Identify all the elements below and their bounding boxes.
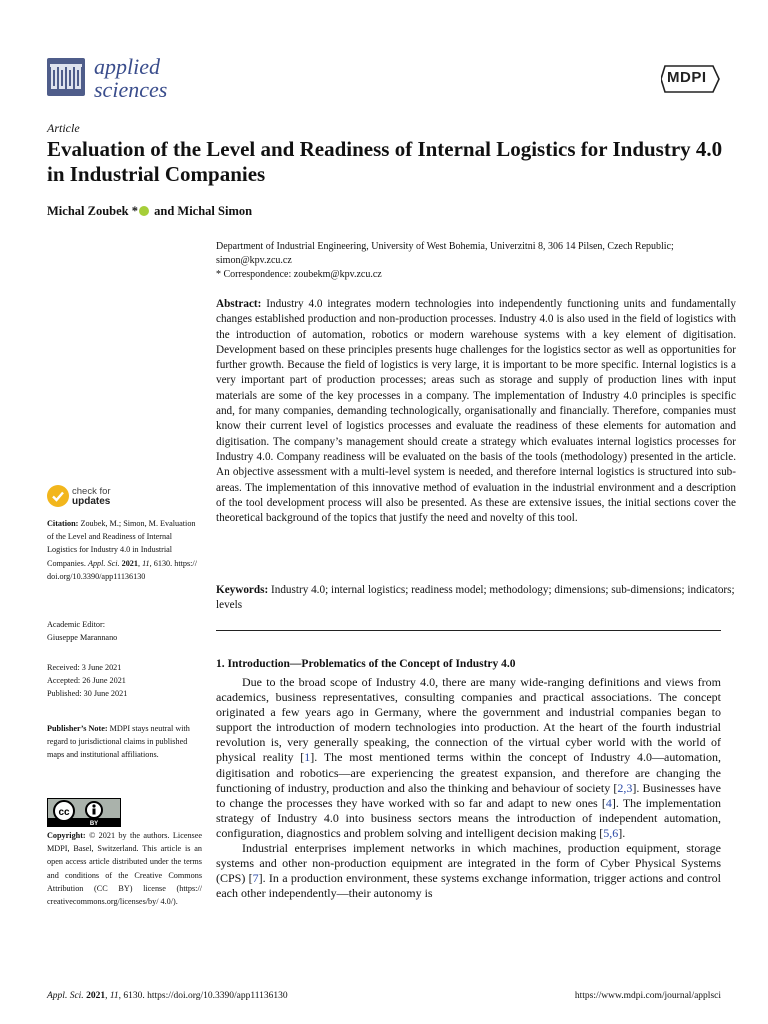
publisher-logo (661, 64, 721, 94)
paragraph-1 (216, 675, 721, 841)
citation-journal: Appl. Sci. (87, 558, 120, 568)
dates (47, 661, 202, 701)
received-date: Received: 3 June 2021 (47, 663, 122, 672)
text-run: ]. In a production environment, these systems exchange information, trigger actions and control each other independently—their autonomy is (216, 871, 722, 901)
text-run: ]. Businesses have to change the processes they have worked with so far and adapt to new ones [ (216, 780, 721, 810)
text-run: ]. The most mentioned terms within the concept of Industry 4.0—automation, digitisation and robotics—are experiencing the greatest expansion, and therefore are changing the functioning of industry, production and also the thinking and behaviour of society [ (216, 750, 721, 795)
divider (216, 630, 721, 631)
affiliation-email[interactable]: simon@kpv.zcu.cz (216, 255, 292, 266)
citation-year: 2021 (121, 558, 138, 568)
abstract-label: Abstract: (216, 298, 262, 310)
reference-link[interactable]: 7 (252, 871, 259, 886)
check-updates-icon (47, 485, 69, 507)
accepted-date: Accepted: 26 June 2021 (47, 676, 126, 686)
text-run: Industrial enterprises implement networks in which machines, production equipment, storage systems and other non-production equipment are integrated in the form of Cyber Physical Systems (CPS) [ (216, 841, 721, 886)
footer-year: 2021 (86, 991, 106, 1001)
journal-name-line1: applied (94, 54, 160, 79)
citation-text: Zoubek, M.; Simon, M. Evaluation of the Level and Readiness of Internal Logistics for Industry 4.0 in Industrial Companies. (47, 519, 196, 568)
footer-journal: Appl. Sci. (47, 991, 84, 1001)
author-connector: and (154, 204, 175, 218)
citation: Citation: Zoubek, M.; Simon, M. Evaluation of the Level and Readiness of Internal Logistics for Industry 4.0 in Industrial Companies. Appl. Sci. 2021, 11, 6130. https:// doi.org/10.3390/app11136130 (47, 519, 197, 581)
article-title: Evaluation of the Level and Readiness of Internal Logistics for Industry 4.0 in Industrial Companies (47, 137, 723, 186)
reference-link[interactable]: 5,6 (603, 825, 619, 840)
text-run: Due to the broad scope of Industry 4.0, there are many wide-ranging definitions and views from academics, business representatives, consulting companies and practical associations. The concept originated a few years ago in Germany, where the government and industrial companies began to support the introduction of modern technologies into production. At the heart of the fourth industrial revolution is, very generally speaking, the connection of the virtual cyber world with the world of physical reality [ (216, 675, 721, 765)
reference-link[interactable]: 1 (304, 750, 311, 765)
copyright-label: Copyright: (47, 831, 86, 840)
citation-volume: 11 (142, 558, 150, 568)
journal-logo-icon (47, 58, 85, 96)
article-type: Article (47, 121, 80, 135)
text-run: ]. (618, 825, 626, 840)
section-heading: 1. Introduction—Problematics of the Concept of Industry 4.0 (216, 658, 516, 670)
academic-editor (47, 618, 202, 644)
copyright (47, 829, 202, 908)
affiliation (216, 240, 736, 282)
abstract-text: Industry 4.0 integrates modern technologies into independently functioning units and fundamentally changes established production and non-production processes. Industry 4.0 is also used in the field of logistics with the introduction of automation, robotics or modern warehouse systems with a key element of digitisation. Development based on these principles presents huge challenges for the logistics sector as well as opportunities for further growth. Because the field of logistics is very large, it is important to be more specific. Internal logistics is a very important part of production processes; areas such as storage and supply of production lines with input materials are some of the key processes in a company. The implementation of Industry 4.0 principles is specific and, for many companies, demanding technologically, organisationally and financially. Therefore, companies must know their current level of logistics processes and evaluate the readiness of these elements for automation and digitisation. The company’s management should create a strategy which evaluates internal logistics processes for Industry 4.0. Company readiness will be evaluated on the basis of the tools (methodology) presented in the article. An objective assessment with a multi-level system is needed, and therefore internal logistics is structured into sub-areas. The implementation of this innovative method of evaluation in the industrial environment and a description of the tool development process will also be presented. As these are extensive issues, the initial sections cover the theoretical background of the topics that justify the need and novelty of this tool. (216, 298, 736, 525)
check-for-updates-button[interactable] (47, 485, 147, 511)
footer-doi[interactable]: , 6130. https://doi.org/10.3390/app11136130 (118, 991, 288, 1001)
footer-citation: Appl. Sci. 2021, 11, 6130. https://doi.org/10.3390/app11136130 (47, 991, 288, 1001)
affiliation-line: Department of Industrial Engineering, University of West Bohemia, Univerzitni 8, 306 14 Pilsen, Czech Republic; (216, 241, 674, 252)
citation-label: Citation: (47, 519, 79, 528)
svg-text:cc: cc (58, 807, 70, 818)
footer-volume: 11 (109, 991, 119, 1001)
abstract (216, 297, 736, 526)
publisher-name: MDPI (667, 69, 707, 86)
publisher-note-text: MDPI stays neutral with regard to jurisdictional claims in published maps and institutional affiliations. (47, 724, 190, 760)
paragraph-2 (216, 841, 721, 901)
reference-link[interactable]: 4 (605, 795, 612, 810)
citation-doi[interactable]: , 6130. https:// doi.org/10.3390/app11136130 (47, 558, 197, 581)
check-updates-line2: updates (72, 496, 111, 507)
publisher-note-label: Publisher’s Note: (47, 724, 108, 733)
cc-by-license-badge[interactable] (47, 798, 121, 827)
correspondence: * Correspondence: zoubekm@kpv.zcu.cz (216, 269, 382, 280)
keywords-label: Keywords: (216, 584, 269, 596)
check-updates-line1: check for (72, 486, 111, 497)
editor-name: Giuseppe Marannano (47, 633, 118, 643)
publisher-note (47, 722, 202, 762)
footer-journal-url[interactable]: https://www.mdpi.com/journal/applsci (574, 991, 721, 1001)
keywords (216, 583, 736, 614)
author-list (47, 204, 252, 219)
keywords-text: Industry 4.0; internal logistics; readiness model; methodology; dimensions; sub-dimensions; indicators; levels (216, 584, 735, 612)
section-body (216, 675, 721, 901)
journal-name (94, 55, 167, 101)
author-1[interactable]: Michal Zoubek * (47, 204, 138, 218)
copyright-text: © 2021 by the authors. Licensee MDPI, Basel, Switzerland. This article is an open access article distributed under the terms and conditions of the Creative Commons Attribution (CC BY) license (https:// creativecommons.org/licenses/by/ 4.0/). (47, 831, 203, 907)
journal-name-line2: sciences (94, 77, 168, 102)
editor-label: Academic Editor: (47, 620, 105, 629)
reference-link[interactable]: 2,3 (617, 780, 633, 795)
cc-by-label: BY (89, 821, 99, 826)
text-run: ]. The implementation strategy of Industry 4.0 into business sectors means the introduction of independent automation, configuration, diagnostics and problem solving and intelligent decision making [ (216, 795, 721, 840)
author-2[interactable]: Michal Simon (177, 204, 253, 218)
orcid-icon[interactable] (139, 206, 149, 216)
published-date: Published: 30 June 2021 (47, 689, 128, 699)
journal-logo (47, 55, 182, 100)
